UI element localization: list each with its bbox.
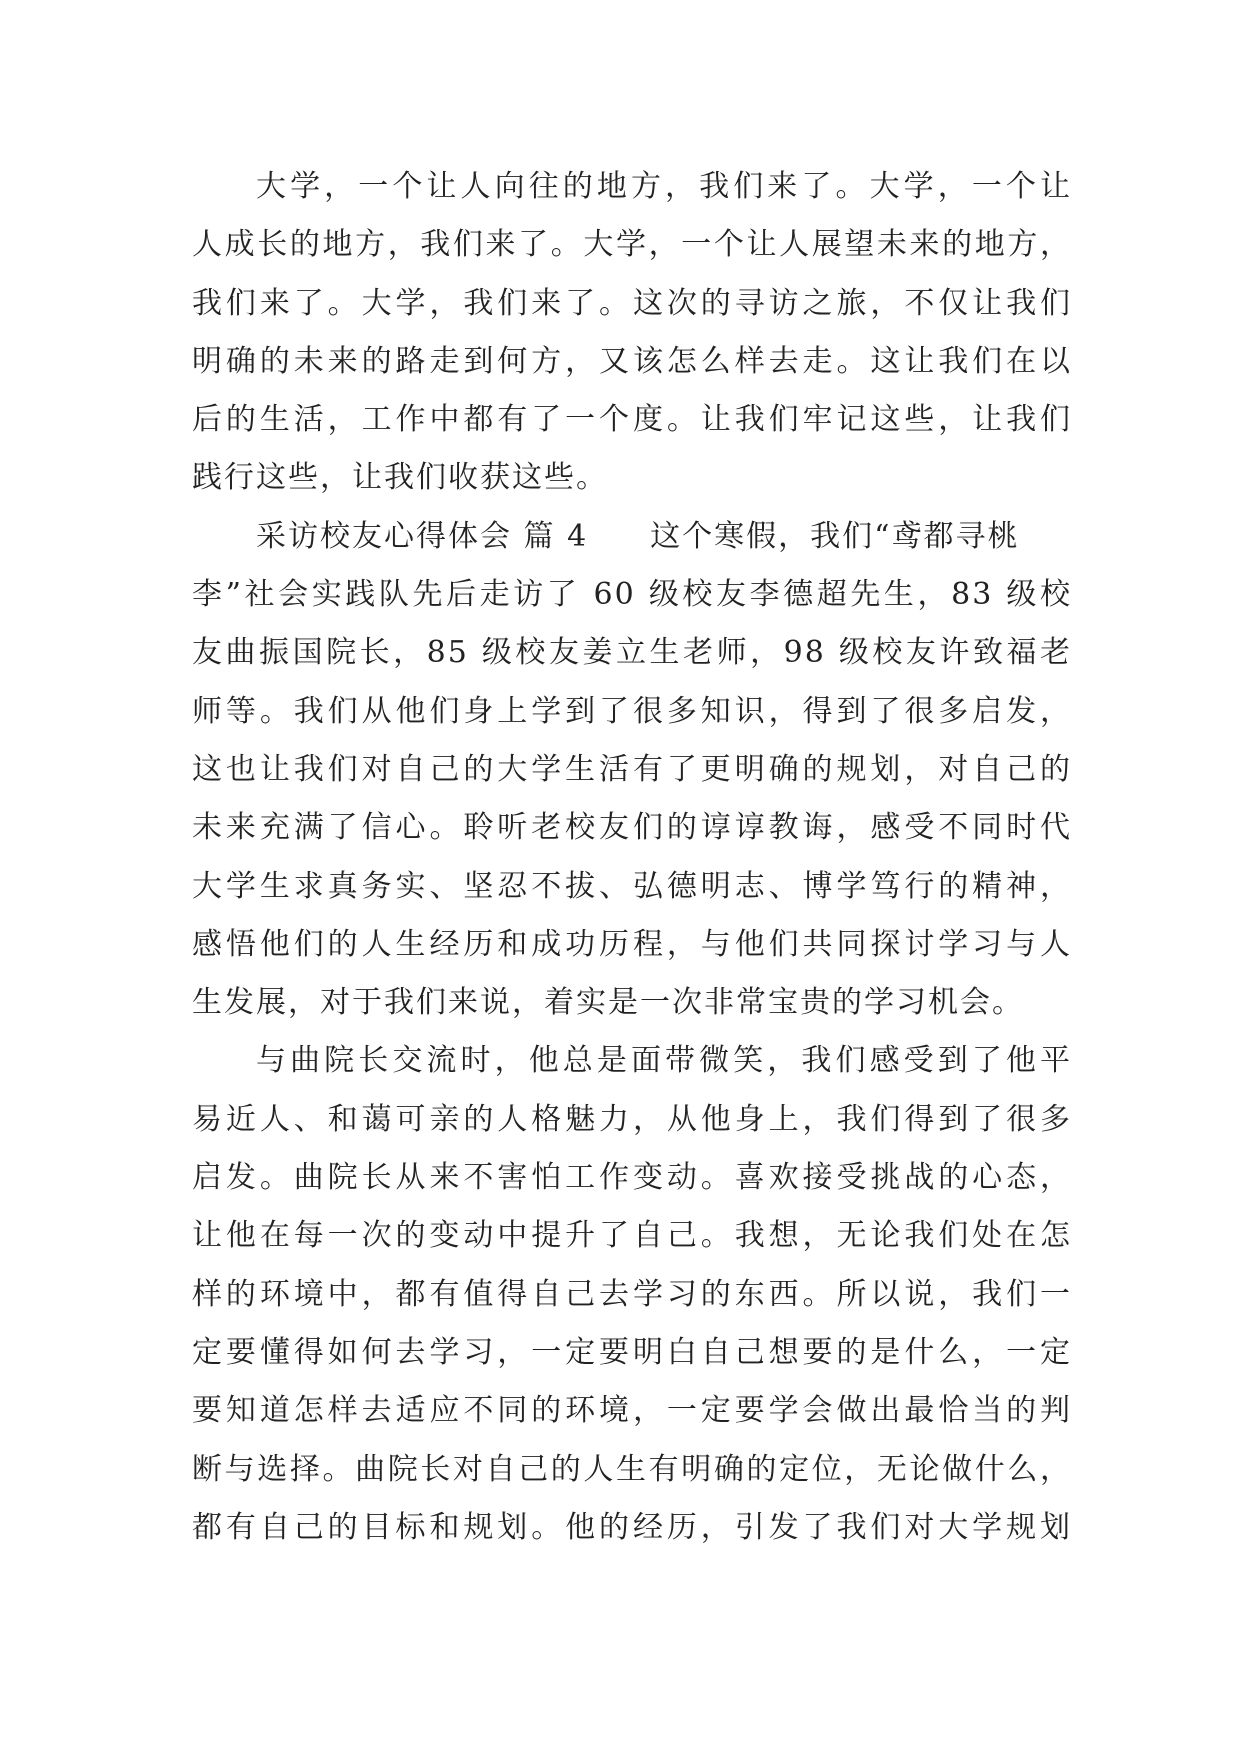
paragraph-3-line-7: 要知道怎样去适应不同的环境，一定要学会做出最恰当的判	[192, 1393, 1072, 1429]
paragraph-2-opening: 这个寒假，我们“鸢都寻桃	[650, 518, 1020, 554]
paragraph-1-line-1: 大学，一个让人向往的地方，我们来了。大学，一个让	[256, 169, 1072, 204]
document-body	[192, 158, 1072, 1557]
paragraph-2-line-4: 师等。我们从他们身上学到了很多知识，得到了很多启发，	[192, 693, 1072, 729]
section-heading: 采访校友心得体会 篇 4	[256, 518, 589, 554]
paragraph-3-line-6: 定要懂得如何去学习，一定要明白自己想要的是什么，一定	[192, 1334, 1072, 1370]
paragraph-2-line-3: 友曲振国院长，85 级校友姜立生老师，98 级校友许致福老	[192, 635, 1072, 671]
paragraph-3-line-8: 断与选择。曲院长对自己的人生有明确的定位，无论做什么，	[192, 1451, 1072, 1487]
paragraph-3-line-9: 都有自己的目标和规划。他的经历，引发了我们对大学规划	[192, 1509, 1072, 1545]
paragraph-3-line-1: 与曲院长交流时，他总是面带微笑，我们感受到了他平	[256, 1043, 1072, 1079]
paragraph-3-line-3: 启发。曲院长从来不害怕工作变动。喜欢接受挑战的心态，	[192, 1160, 1072, 1196]
paragraph-2-line-8: 感悟他们的人生经历和成功历程，与他们共同探讨学习与人	[192, 926, 1072, 962]
paragraph-3-line-2: 易近人、和蔼可亲的人格魅力，从他身上，我们得到了很多	[192, 1101, 1072, 1137]
paragraph-2-line-2: 李”社会实践队先后走访了 60 级校友李德超先生，83 级校	[192, 577, 1072, 613]
paragraph-2-line-7: 大学生求真务实、坚忍不拔、弘德明志、博学笃行的精神，	[192, 868, 1072, 904]
paragraph-3-line-4: 让他在每一次的变动中提升了自己。我想，无论我们处在怎	[192, 1218, 1072, 1254]
paragraph-1-line-4: 明确的未来的路走到何方，又该怎么样去走。这让我们在以	[192, 343, 1072, 379]
paragraph-2-line-5: 这也让我们对自己的大学生活有了更明确的规划，对自己的	[192, 751, 1072, 787]
paragraph-2-line-9: 生发展，对于我们来说，着实是一次非常宝贵的学习机会。	[192, 985, 1024, 1021]
paragraph-1-line-6: 践行这些，让我们收获这些。	[192, 460, 608, 496]
paragraph-1-line-2: 人成长的地方，我们来了。大学，一个让人展望未来的地方，	[192, 227, 1072, 263]
paragraph-2-line-1	[192, 508, 1072, 566]
paragraph-1-line-3: 我们来了。大学，我们来了。这次的寻访之旅，不仅让我们	[192, 285, 1072, 321]
paragraph-3-line-5: 样的环境中，都有值得自己去学习的东西。所以说，我们一	[192, 1276, 1072, 1312]
paragraph-2-line-6: 未来充满了信心。聆听老校友们的谆谆教诲，感受不同时代	[192, 810, 1072, 846]
paragraph-1-line-5: 后的生活，工作中都有了一个度。让我们牢记这些，让我们	[192, 402, 1072, 438]
